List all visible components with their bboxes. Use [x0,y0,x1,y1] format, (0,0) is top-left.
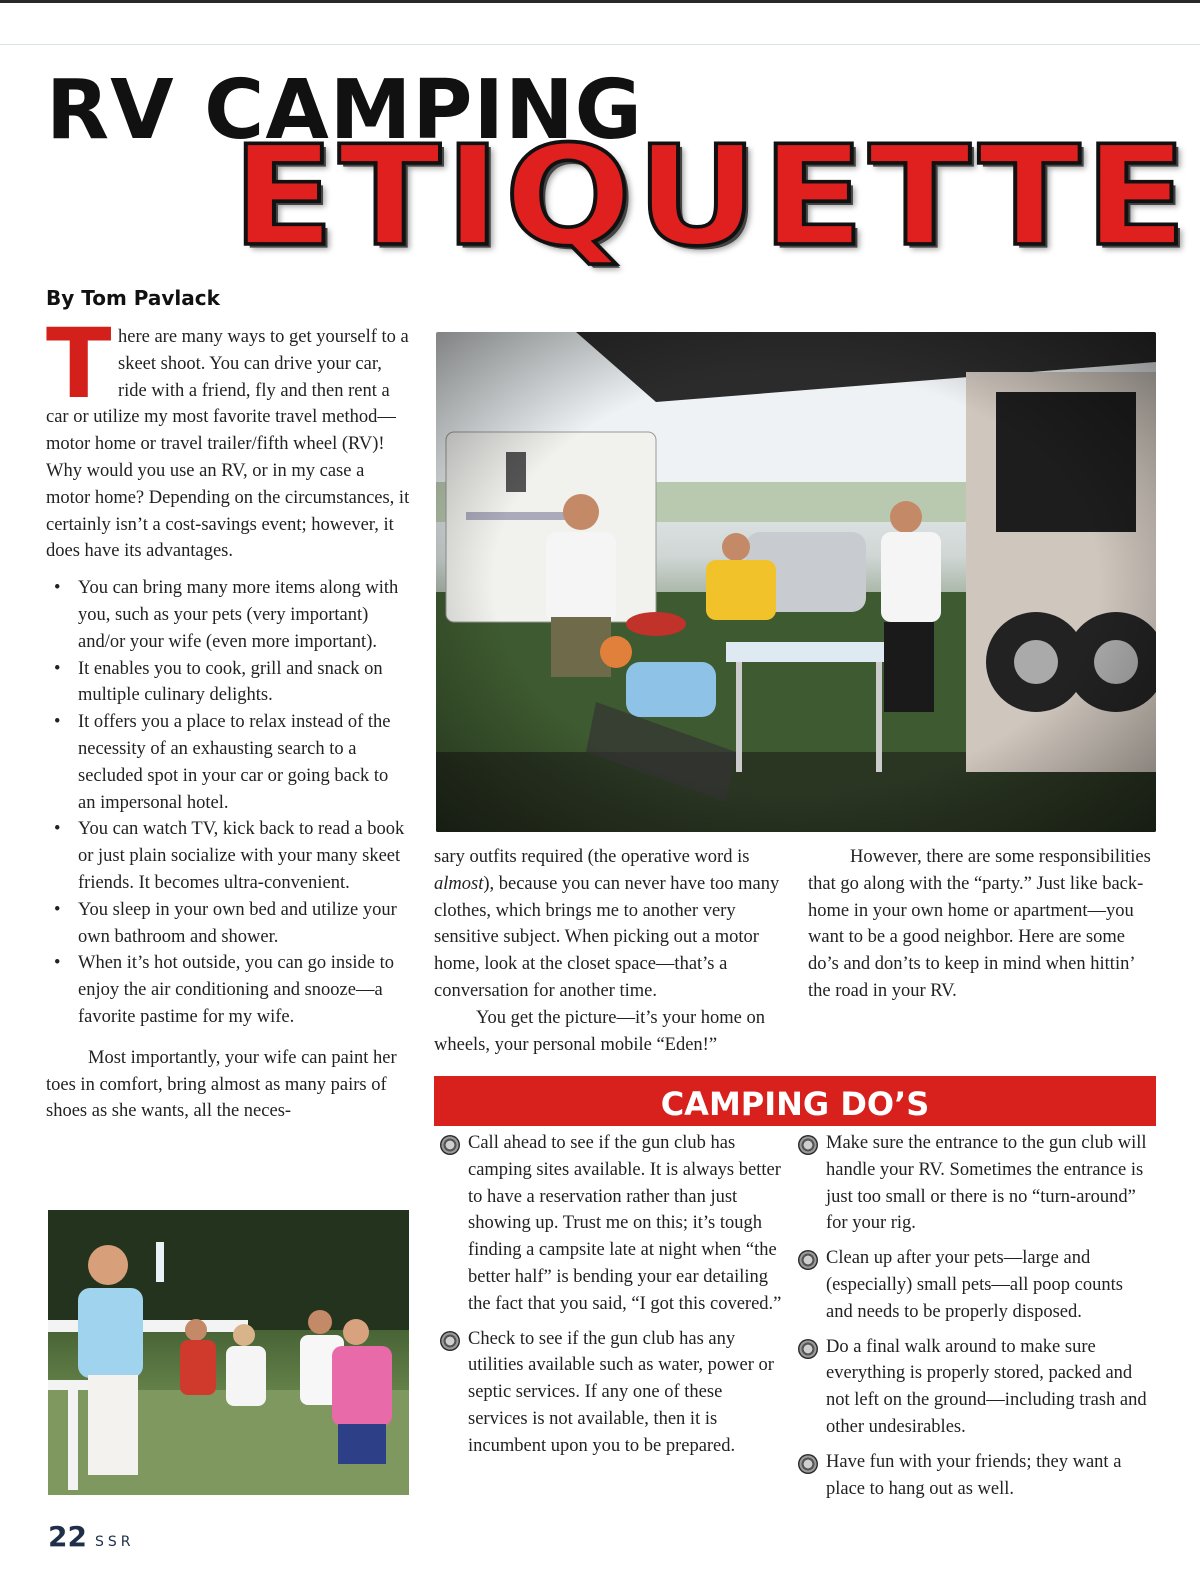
paragraph-continued [434,844,782,1005]
list-item: • You can bring many more items along with you, such as your pets (very important) and/or your wife (even more important). [46,575,410,655]
clay-target-bullet-icon [798,1339,818,1359]
list-item: • It offers you a place to relax instead of the necessity of an exhausting search to a secluded spot in your car or going back to an impersonal hotel. [46,709,410,816]
clay-target-bullet-icon [440,1135,460,1155]
page-number: 22 [48,1520,87,1553]
list-item [798,1334,1154,1441]
page-folio [48,1520,134,1553]
do-text: Have fun with your friends; they want a place to hang out as well. [826,1451,1122,1499]
group-photo-art [48,1210,409,1495]
text-run: sary outfits required (the operative word is [434,847,750,867]
paragraph-picture: You get the picture—it’s your home on wheels, your personal mobile “Eden!” [434,1007,765,1055]
list-item [798,1449,1154,1503]
list-item: • It enables you to cook, grill and snack on multiple culinary delights. [46,656,410,710]
top-rule-faint [0,44,1200,45]
group-photo [48,1210,409,1495]
clay-target-bullet-icon [440,1331,460,1351]
camping-dos-heading: CAMPING DO’S [434,1076,1156,1126]
top-rule [0,0,1200,3]
paragraph-important: Most importantly, your wife can paint her toes in comfort, bring almost as many pairs of shoes as she wants, all the neces- [46,1047,397,1122]
middle-column [434,844,782,1058]
text-run: ), because you can never have too many clothes, which brings me to another very sensitive subject. When picking out a motor home, look at the closet space—that’s a conversation for another time. [434,873,780,1001]
list-item [440,1130,782,1318]
do-text: Make sure the entrance to the gun club will handle your RV. Sometimes the entrance is just too small or there is no “turn-around” for your rig. [826,1133,1147,1234]
right-column [808,844,1156,1005]
do-text: Clean up after your pets—large and (especially) small pets—all poop counts and needs to be properly disposed. [826,1248,1123,1322]
emphasis: almost [434,873,484,894]
dos-left-column [440,1130,782,1468]
advantages-list [46,575,410,1031]
do-text: Call ahead to see if the gun club has camping sites available. It is always better to have a reservation rather than just showing up. Trust me on this; it’s tough finding a campsite late at night when “the better half” is bending your ear detailing the fact that you said, “I got this covered.” [468,1133,782,1314]
byline: By Tom Pavlack [46,286,220,310]
list-item [798,1130,1154,1237]
list-item: • You can watch TV, kick back to read a book or just plain socialize with your many skeet friends. It becomes ultra-convenient. [46,816,410,896]
list-item: • You sleep in your own bed and utilize your own bathroom and shower. [46,897,410,951]
headline-line-1: RV CAMPING [46,63,643,158]
do-text: Check to see if the gun club has any utilities available such as water, power or septic services. If any one of these services is not available, then it is incumbent upon you to be prepared. [468,1328,774,1456]
dos-right-column [798,1130,1154,1510]
list-item: • When it’s hot outside, you can go inside to enjoy the air conditioning and snooze—a favorite pastime for my wife. [46,950,410,1030]
clay-target-bullet-icon [798,1250,818,1270]
clay-target-bullet-icon [798,1454,818,1474]
do-text: Do a final walk around to make sure everything is properly stored, packed and not left on the ground—including trash and other undesirables. [826,1336,1147,1437]
clay-target-bullet-icon [798,1135,818,1155]
paragraph-responsibilities: However, there are some responsibilities that go along with the “party.” Just like back-home in your own home or apartment—you want to be a good neighbor. Here are some do’s and don’ts to keep in mind when hittin’ the road in your RV. [808,847,1151,1001]
magazine-name: SSR [94,1534,135,1550]
left-column [46,308,410,1125]
campsite-photo-art [436,332,1156,832]
list-item [798,1245,1154,1325]
headline-line-2: ETIQUETTE [232,116,1191,278]
drop-cap: T [46,308,112,420]
list-item [440,1326,782,1460]
campsite-photo [436,332,1156,832]
intro-text: here are many ways to get yourself to a skeet shoot. You can drive your car, ride with a friend, fly and then rent a car or utilize my most favorite travel method—motor home or travel trailer/fifth wheel (RV)! Why would you use an RV, or in my case a motor home? Depending on the circumstances, it certainly isn’t a cost-savings event; however, it does have its advantages. [46,327,410,562]
intro-paragraph [46,308,410,565]
